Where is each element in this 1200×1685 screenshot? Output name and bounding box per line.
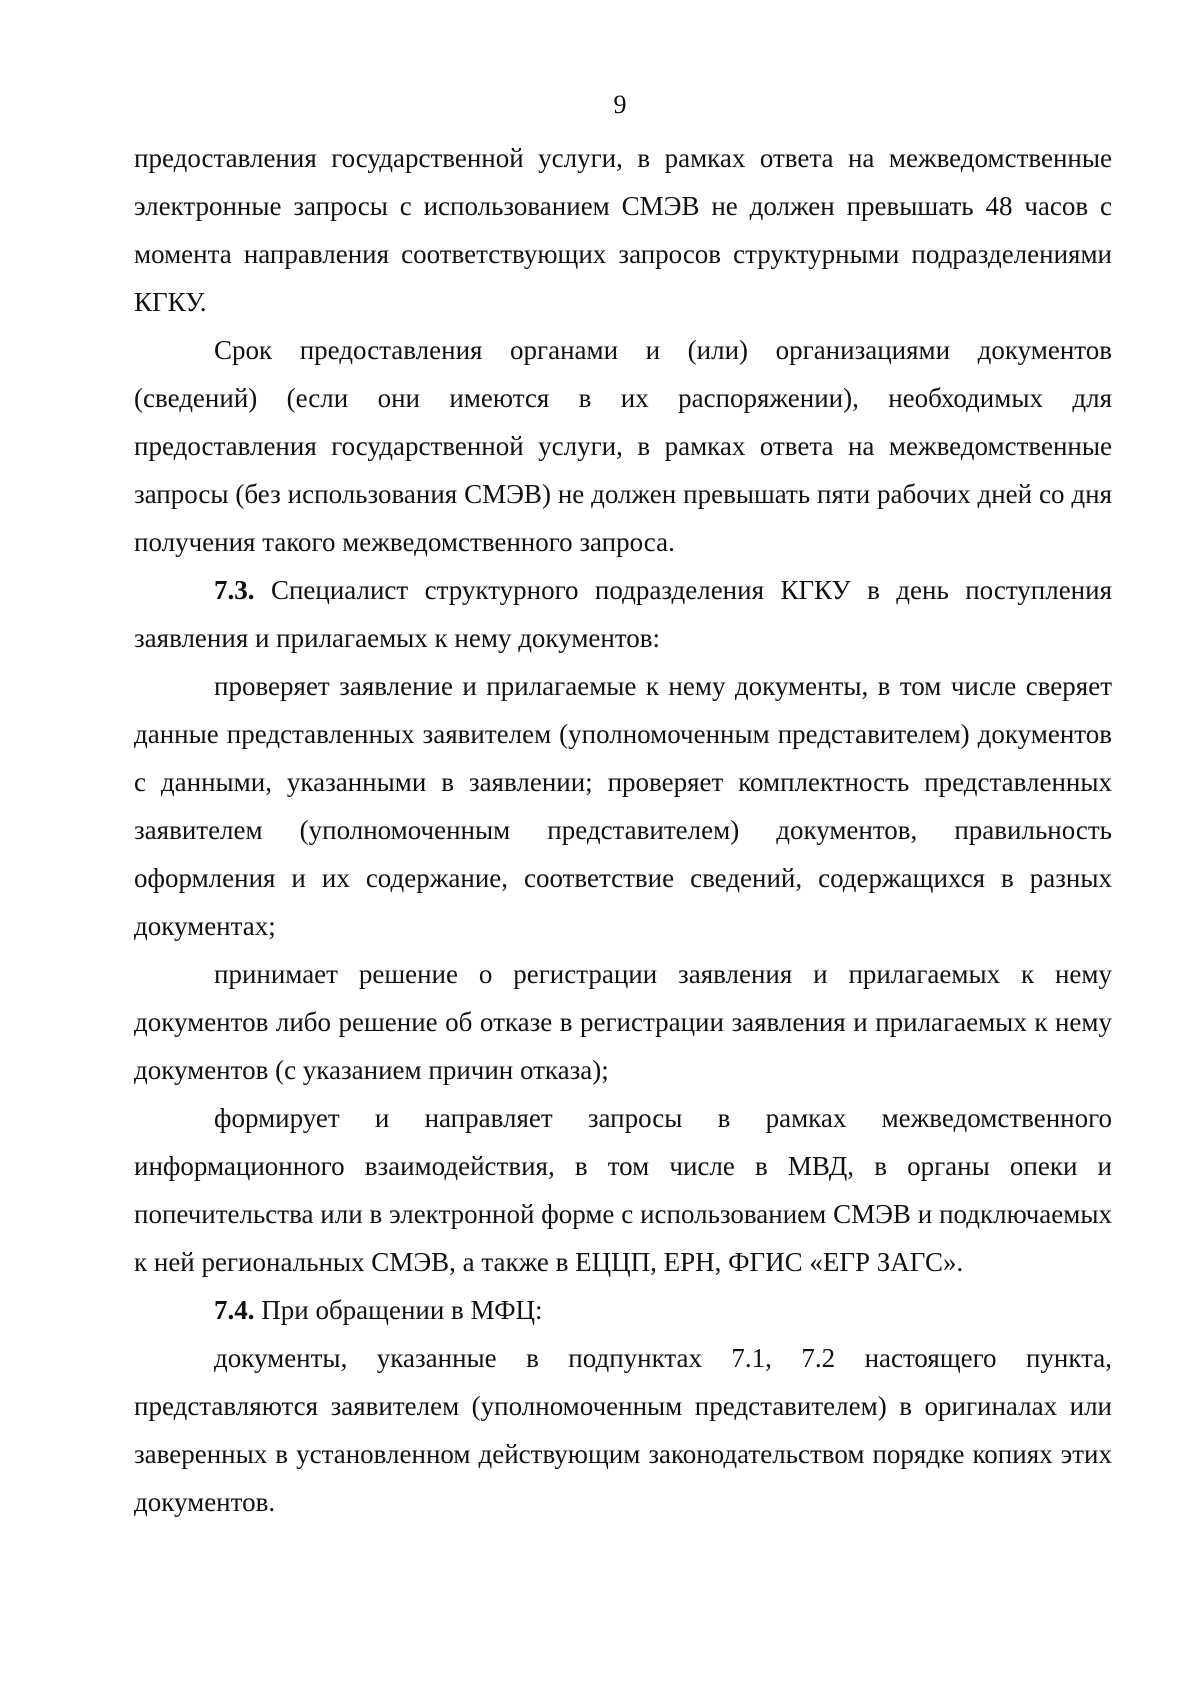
paragraph-registration-decision: принимает решение о регистрации заявления и прилагаемых к нему документов либо решение об отказе в регистрации заявления и прилагаемых к нему документов (с указанием причин отказа); [134, 959, 1112, 1085]
paragraph-7-4 [134, 1286, 1112, 1334]
paragraph-7-4-text: При обращении в МФЦ: [254, 1295, 543, 1325]
paragraph-7-3 [134, 566, 1112, 662]
paragraph-mfc-documents: документы, указанные в подпунктах 7.1, 7.2 настоящего пункта, представляются заявителем (уполномоченным представителем) в оригиналах или заверенных в установленном действующим законодательством порядке копиях этих документов. [134, 1343, 1112, 1517]
clause-number-7-4: 7.4. [214, 1295, 255, 1325]
clause-number-7-3: 7.3. [214, 575, 255, 605]
paragraph-response-term: Срок предоставления органами и (или) организациями документов (сведений) (если они имеются в их распоряжении), необходимых для предоставления государственной услуги, в рамках ответа на межведомственные запросы (без использования СМЭВ) не должен превышать пяти рабочих дней со дня получения такого межведомственного запроса. [134, 335, 1112, 557]
paragraph-7-3-text: Специалист структурного подразделения КГКУ в день поступления заявления и прилагаемых к нему документов: [134, 575, 1112, 653]
paragraph-interagency-requests: формирует и направляет запросы в рамках межведомственного информационного взаимодействия, в том числе в МВД, в органы опеки и попечительства или в электронной форме с использованием СМЭВ и подключаемых к ней региональных СМЭВ, а также в ЕЦЦП, ЕРН, ФГИС «ЕГР ЗАГС». [134, 1103, 1112, 1277]
page-number: 9 [613, 90, 627, 119]
paragraph-checks-application: проверяет заявление и прилагаемые к нему документы, в том числе сверяет данные представленных заявителем (уполномоченным представителем) документов с данными, указанными в заявлении; проверяет комплектность представленных заявителем (уполномоченным представителем) документов, правильность оформления и их содержание, соответствие сведений, содержащихся в разных документах; [134, 671, 1112, 941]
document-body [134, 134, 1112, 1526]
paragraph-continuation: предоставления государственной услуги, в рамках ответа на межведомственные электронные запросы с использованием СМЭВ не должен превышать 48 часов с момента направления соответствующих запросов структурными подразделениями КГКУ. [134, 143, 1112, 317]
